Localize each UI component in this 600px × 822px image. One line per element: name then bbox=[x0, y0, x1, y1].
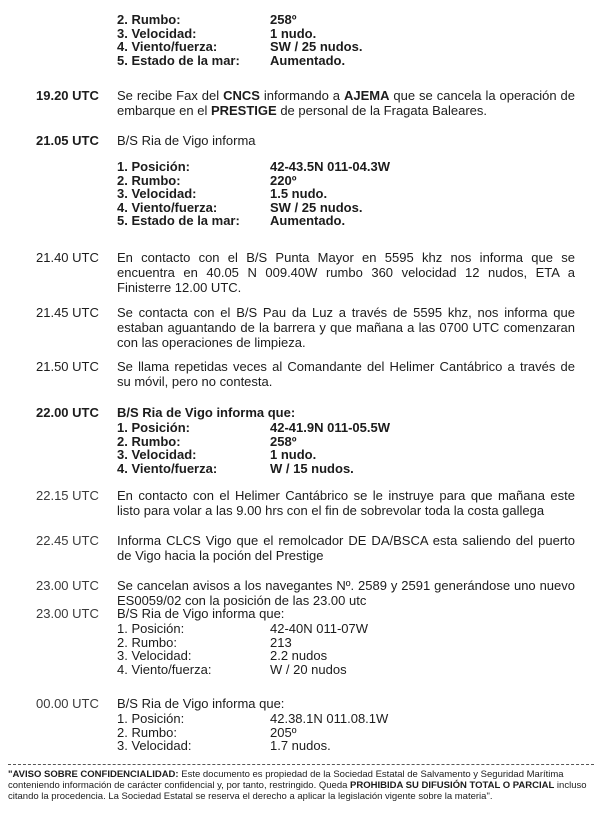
entry-time: 21.05 UTC bbox=[36, 133, 99, 148]
entry-time: 21.40 UTC bbox=[36, 250, 99, 265]
entry-time: 21.45 UTC bbox=[36, 305, 99, 320]
entry-text: Se llama repetidas veces al Comandante del Helimer Cantábrico a través de su móvil, pero no contesta. bbox=[117, 359, 575, 389]
entry-time: 23.00 UTC bbox=[36, 606, 99, 621]
entry-text: Se contacta con el B/S Pau da Luz a través de 5595 khz, nos informa que estaban aguantando de la barrera y que mañana a las 0700 UTC comenzaran con las operaciones de limpieza. bbox=[117, 305, 575, 350]
entry-time: 21.50 UTC bbox=[36, 359, 99, 374]
entry-time: 22.00 UTC bbox=[36, 405, 99, 420]
entry-text: Se cancelan avisos a los navegantes Nº. 2589 y 2591 generándose uno nuevo ES0059/02 con la posición de las 23.00 utc bbox=[117, 578, 575, 608]
entry-time: 22.45 UTC bbox=[36, 533, 99, 548]
entry-text: En contacto con el Helimer Cantábrico se le instruye para que mañana este listo para volar a las 9.00 hrs con el fin de sobrevolar toda la costa gallega bbox=[117, 488, 575, 518]
entry-header: B/S Ria de Vigo informa que: bbox=[117, 405, 296, 420]
entry-header: B/S Ria de Vigo informa bbox=[117, 133, 256, 148]
confidentiality-notice: "AVISO SOBRE CONFIDENCIALIDAD: Este documento es propiedad de la Sociedad Estatal de Salvamento y Seguridad Marítima conteniendo información de carácter confidencial y, por tanto, restringido. Queda PROHIBIDA SU DIFUSIÓN TOTAL O PARCIAL incluso citando la procedencia. La Sociedad Estatal se reserva el derecho a aplicar la legislación vigente sobre la materia". bbox=[8, 764, 594, 802]
entry-text: Informa CLCS Vigo que el remolcador DE DA/BSCA esta saliendo del puerto de Vigo hacia la poción del Prestige bbox=[117, 533, 575, 563]
entry-time: 19.20 UTC bbox=[36, 88, 99, 103]
entry-header: B/S Ria de Vigo informa que: bbox=[117, 606, 285, 621]
entry-time: 00.00 UTC bbox=[36, 696, 99, 711]
entry-header: B/S Ria de Vigo informa que: bbox=[117, 696, 285, 711]
entry-time: 22.15 UTC bbox=[36, 488, 99, 503]
entry-text: Se recibe Fax del CNCS informando a AJEMA que se cancela la operación de embarque en el PRESTIGE de personal de la Fragata Baleares. bbox=[117, 88, 575, 118]
entry-time: 23.00 UTC bbox=[36, 578, 99, 593]
entry-text: En contacto con el B/S Punta Mayor en 5595 khz nos informa que se encuentra en 40.05 N 009.40W rumbo 360 velocidad 12 nudos, ETA a Finisterre 12.00 UTC. bbox=[117, 250, 575, 295]
